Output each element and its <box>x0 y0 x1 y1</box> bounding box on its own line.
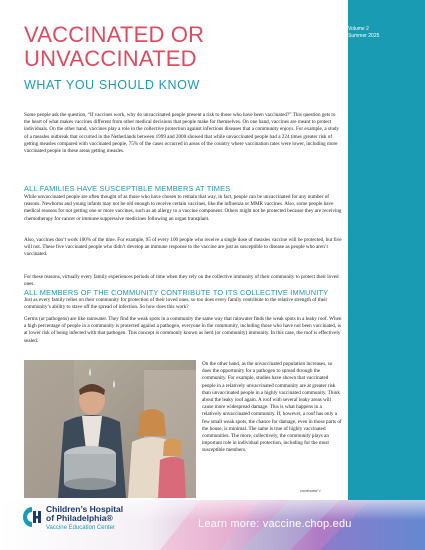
title-line-2: UNVACCINATED <box>24 46 197 71</box>
section1-paragraph-1: While unvaccinated people are often thought of as those who have chosen to remain that way, in fact, people can be unvaccinated for any number of reasons. Newborns and young infants may not be old enough to receive certain vaccines, like the influenza or MMR vaccines. Also, some people have medical reasons for not getting one or more vaccines, such as an allergy to a vaccine component. Others might not be protected because they are receiving chemotherapy for cancer or immune suppressive medicines following an organ transplant. <box>24 194 342 222</box>
issue-info <box>348 26 418 40</box>
org-name-line-1: Children’s Hospital <box>46 504 124 514</box>
page-subtitle: WHAT YOU SHOULD KNOW <box>24 78 200 92</box>
section1-paragraph-3: For these reasons, virtually every family experiences periods of time when they rely on the collective immunity of their community to protect their loved ones. <box>24 274 339 288</box>
photo-illustration <box>24 360 196 498</box>
chop-logo[interactable] <box>22 501 162 543</box>
season-label: Summer 2025 <box>348 33 380 39</box>
page-title <box>24 23 344 71</box>
org-name-line-3: Vaccine Education Center <box>46 525 115 531</box>
continued-label: continued > <box>300 488 321 493</box>
learn-more-link[interactable]: Learn more: vaccine.chop.edu <box>198 518 352 530</box>
org-name-line-2: of Philadelphia® <box>46 513 113 523</box>
sidebar-stripe <box>348 0 425 508</box>
section1-paragraph-2: Also, vaccines don’t work 100% of the time. For example, 95 of every 100 people who receive a single dose of measles vaccine will be protected, but five will not. These five vaccinated people who didn’t develop an immune response to the vaccine are just as susceptible to disease as people who aren’t vaccinated. <box>24 237 342 258</box>
family-leaky-roof-photo <box>24 360 196 498</box>
intro-paragraph: Some people ask the question, “If vaccines work, why do unvaccinated people present a risk to those who have been vaccinated?” This question gets to the heart of what makes vaccines different from other medical decisions that people make for themselves. On one hand, vaccines are meant to protect individuals. On the other hand, vaccines play a role in the collective protection against infectious diseases that a community enjoys. For example, a study of a measles outbreak that occurred in the Netherlands between 1999 and 2000 showed that while unvaccinated people had a 224 times greater risk of getting measles compared with vaccinated people, 75% of the cases occurred in areas of the country where vaccination rates were lower, including more vaccinated people in these areas getting measles. <box>24 112 340 155</box>
section2-paragraph-2: Germs (or pathogens) are like rainwater. They find the weak spots in a community the same way that rainwater finds the weak spots in a leaky roof. When a high percentage of people in a community is protected against a pathogen, everyone in the community, including those who have not been vaccinated, is at lower risk of being infected with that pathogen. This concept is commonly known as herd (or community) immunity. In this case, the roof is effectively sealed. <box>24 316 342 344</box>
chop-logo-icon <box>22 505 42 529</box>
section2-paragraph-3: On the other hand, as the unvaccinated population increases, so does the opportunity for a pathogen to spread through the community. For example, studies have shown that vaccinated people in a relatively unvaccinated community are at greater risk than unvaccinated people in a highly vaccinated community. Think about the leaky roof again. A roof with several leaky areas will cause more widespread damage. This is what happens in a relatively unvaccinated community. If, however, a roof has only a few small weak spots, the chance for damage, even in those parts of the house, is minimal. The same is true of highly vaccinated communities. The more, collectively, the community plays an important role in individual protection, including for the most susceptible members. <box>202 361 342 454</box>
section2-paragraph-1: Just as every family relies on their community for protection of their loved ones, so too does every family contribute to the relative strength of their community’s ability to stave off the spread of infection. So how does this work? <box>24 297 328 311</box>
title-line-1: VACCINATED OR <box>24 22 205 47</box>
section1-heading: ALL FAMILIES HAVE SUSCEPTIBLE MEMBERS AT TIMES <box>24 184 231 193</box>
volume-label: Volume 2 <box>348 26 369 32</box>
section2-heading: ALL MEMBERS OF THE COMMUNITY CONTRIBUTE TO ITS COLLECTIVE IMMUNITY <box>24 288 329 297</box>
